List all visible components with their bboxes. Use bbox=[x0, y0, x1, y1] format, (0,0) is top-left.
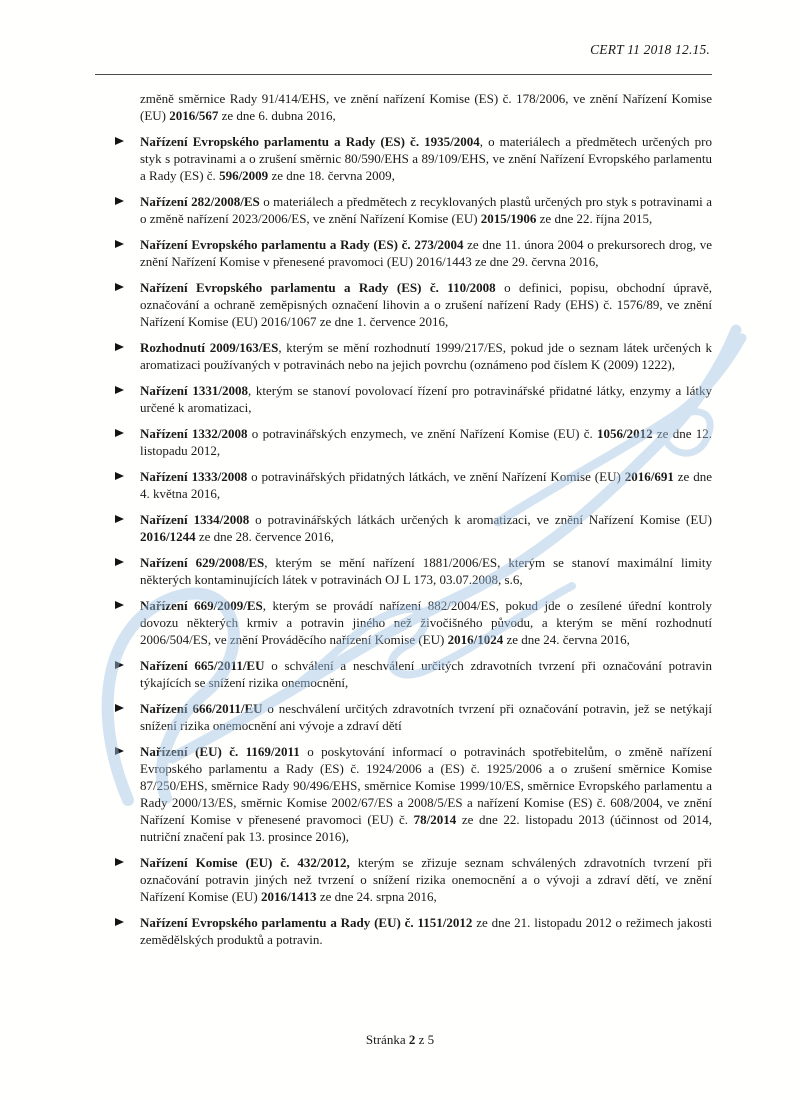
continuation-paragraph: změně směrnice Rady 91/414/EHS, ve znění nařízení Komise (ES) č. 178/2006, ve znění Nařízení Komise (EU) 2016/567 ze dne 6. dubna 2016, bbox=[140, 91, 712, 123]
list-item bbox=[140, 382, 712, 416]
regulation-text: Nařízení 282/2008/ES o materiálech a předmětech z recyklovaných plastů určených pro styk s potravinami a o změně nařízení 2023/2006/ES, ve znění Nařízení Komise (EU) 2015/1906 ze dne 22. října 2015, bbox=[140, 194, 712, 226]
list-item bbox=[140, 339, 712, 373]
arrow-bullet-icon bbox=[115, 858, 124, 866]
document-body bbox=[140, 90, 712, 957]
arrow-bullet-icon bbox=[115, 747, 124, 755]
arrow-bullet-icon bbox=[115, 429, 124, 437]
list-item bbox=[140, 425, 712, 459]
page-footer: Stránka 2 z 5 bbox=[365, 1032, 435, 1047]
list-item bbox=[140, 133, 712, 184]
list-item bbox=[140, 657, 712, 691]
arrow-bullet-icon bbox=[115, 515, 124, 523]
document-code: CERT 11 2018 12.15. bbox=[590, 42, 710, 57]
list-item bbox=[140, 700, 712, 734]
regulation-text: Nařízení Evropského parlamentu a Rady (ES) č. 110/2008 o definici, popisu, obchodní úpravě, označování a ochraně zeměpisných označení lihovin a o zrušení nařízení Rady (EHS) č. 1576/89, ve znění Nařízení Komise (EU) 2016/1067 ze dne 1. července 2016, bbox=[140, 280, 712, 329]
header-rule bbox=[95, 74, 712, 75]
regulation-text: Nařízení 1334/2008 o potravinářských látkách určených k aromatizaci, ve znění Nařízení Komise (EU) 2016/1244 ze dne 28. července 2016, bbox=[140, 512, 713, 544]
regulation-text: Nařízení 665/2011/EU o schválení a neschválení určitých zdravotních tvrzení při označování potravin týkajících se snížení rizika onemocnění, bbox=[140, 658, 712, 690]
arrow-bullet-icon bbox=[115, 661, 124, 669]
list-item bbox=[140, 468, 712, 502]
arrow-bullet-icon bbox=[115, 472, 124, 480]
regulation-text: Nařízení 629/2008/ES, kterým se mění nařízení 1881/2006/ES, kterým se stanoví maximální limity některých kontaminujících látek v potravinách OJ L 173, 03.07.2008, s.6, bbox=[140, 555, 713, 587]
regulation-text: Nařízení 1332/2008 o potravinářských enzymech, ve znění Nařízení Komise (EU) č. 1056/2012 ze dne 12. listopadu 2012, bbox=[140, 426, 712, 458]
list-item bbox=[140, 279, 712, 330]
arrow-bullet-icon bbox=[115, 386, 124, 394]
regulation-text: Nařízení 1333/2008 o potravinářských přidatných látkách, ve znění Nařízení Komise (EU) 2016/691 ze dne 4. května 2016, bbox=[140, 469, 713, 501]
arrow-bullet-icon bbox=[115, 197, 124, 205]
arrow-bullet-icon bbox=[115, 343, 124, 351]
regulation-text: Nařízení Evropského parlamentu a Rady (ES) č. 1935/2004, o materiálech a předmětech určených pro styk s potravinami a o zrušení směrnic 80/590/EHS a 89/109/EHS, ve znění Nařízení Evropského parlamentu a Rady (ES) č. 596/2009 ze dne 18. června 2009, bbox=[140, 134, 713, 183]
regulation-list bbox=[140, 133, 712, 948]
list-item bbox=[140, 743, 712, 845]
regulation-text: Rozhodnutí 2009/163/ES, kterým se mění rozhodnutí 1999/217/ES, pokud jde o seznam látek určených k aromatizaci používaných v potravinách nebo na jejich povrchu (oznámeno pod číslem K (2009) 1222), bbox=[140, 340, 712, 372]
arrow-bullet-icon bbox=[115, 918, 124, 926]
list-item bbox=[140, 511, 712, 545]
arrow-bullet-icon bbox=[115, 283, 124, 291]
regulation-text: Nařízení Komise (EU) č. 432/2012, kterým se zřizuje seznam schválených zdravotních tvrzení při označování potravin jiných než tvrzení o snížení rizika onemocnění a o vývoji a zdraví dětí, ve znění Nařízení Komise (EU) 2016/1413 ze dne 24. srpna 2016, bbox=[140, 855, 712, 904]
list-item bbox=[140, 597, 712, 648]
arrow-bullet-icon bbox=[115, 558, 124, 566]
regulation-text: Nařízení 669/2009/ES, kterým se provádí nařízení 882/2004/ES, pokud jde o zesílené úřední kontroly dovozu některých krmiv a potravin jiného než živočišného původu, a kterým se mění rozhodnutí 2006/504/ES, ve znění Prováděcího nařízení Komise (EU) 2016/1024 ze dne 24. června 2016, bbox=[140, 598, 712, 647]
regulation-text: Nařízení 1331/2008, kterým se stanoví povolovací řízení pro potravinářské přidatné látky, enzymy a látky určené k aromatizaci, bbox=[140, 383, 712, 415]
list-item bbox=[140, 854, 712, 905]
list-item bbox=[140, 554, 712, 588]
regulation-text: Nařízení Evropského parlamentu a Rady (EU) č. 1151/2012 ze dne 21. listopadu 2012 o režimech jakosti zemědělských produktů a potravin. bbox=[140, 915, 712, 947]
arrow-bullet-icon bbox=[115, 240, 124, 248]
arrow-bullet-icon bbox=[115, 704, 124, 712]
arrow-bullet-icon bbox=[115, 137, 124, 145]
regulation-text: Nařízení (EU) č. 1169/2011 o poskytování informací o potravinách spotřebitelům, o změně nařízení Evropského parlamentu a Rady (ES) č. 1924/2006 a (ES) č. 1925/2006 a o zrušení směrnice Komise 87/250/EHS, směrnice Rady 90/496/EHS, směrnice Komise 1999/10/ES, směrnice Evropského parlamentu a Rady 2000/13/ES, směrnic Komise 2002/67/ES a 2008/5/ES a nařízení Komise (ES) č. 608/2004, ve znění Nařízení Komise v přenesené pravomoci (EU) č. 78/2014 ze dne 22. listopadu 2013 (účinnost od 2014, nutriční značení pak 13. prosince 2016), bbox=[140, 744, 712, 844]
list-item bbox=[140, 914, 712, 948]
list-item bbox=[140, 236, 712, 270]
regulation-text: Nařízení Evropského parlamentu a Rady (ES) č. 273/2004 ze dne 11. února 2004 o prekursorech drog, ve znění Nařízení Komise v přenesené pravomoci (EU) 2016/1443 ze dne 29. června 2016, bbox=[140, 237, 712, 269]
arrow-bullet-icon bbox=[115, 601, 124, 609]
list-item bbox=[140, 193, 712, 227]
regulation-text: Nařízení 666/2011/EU o neschválení určitých zdravotních tvrzení při označování potravin, jež se netýkají snížení rizika onemocnění ani vývoje a zdraví dětí bbox=[140, 701, 712, 733]
